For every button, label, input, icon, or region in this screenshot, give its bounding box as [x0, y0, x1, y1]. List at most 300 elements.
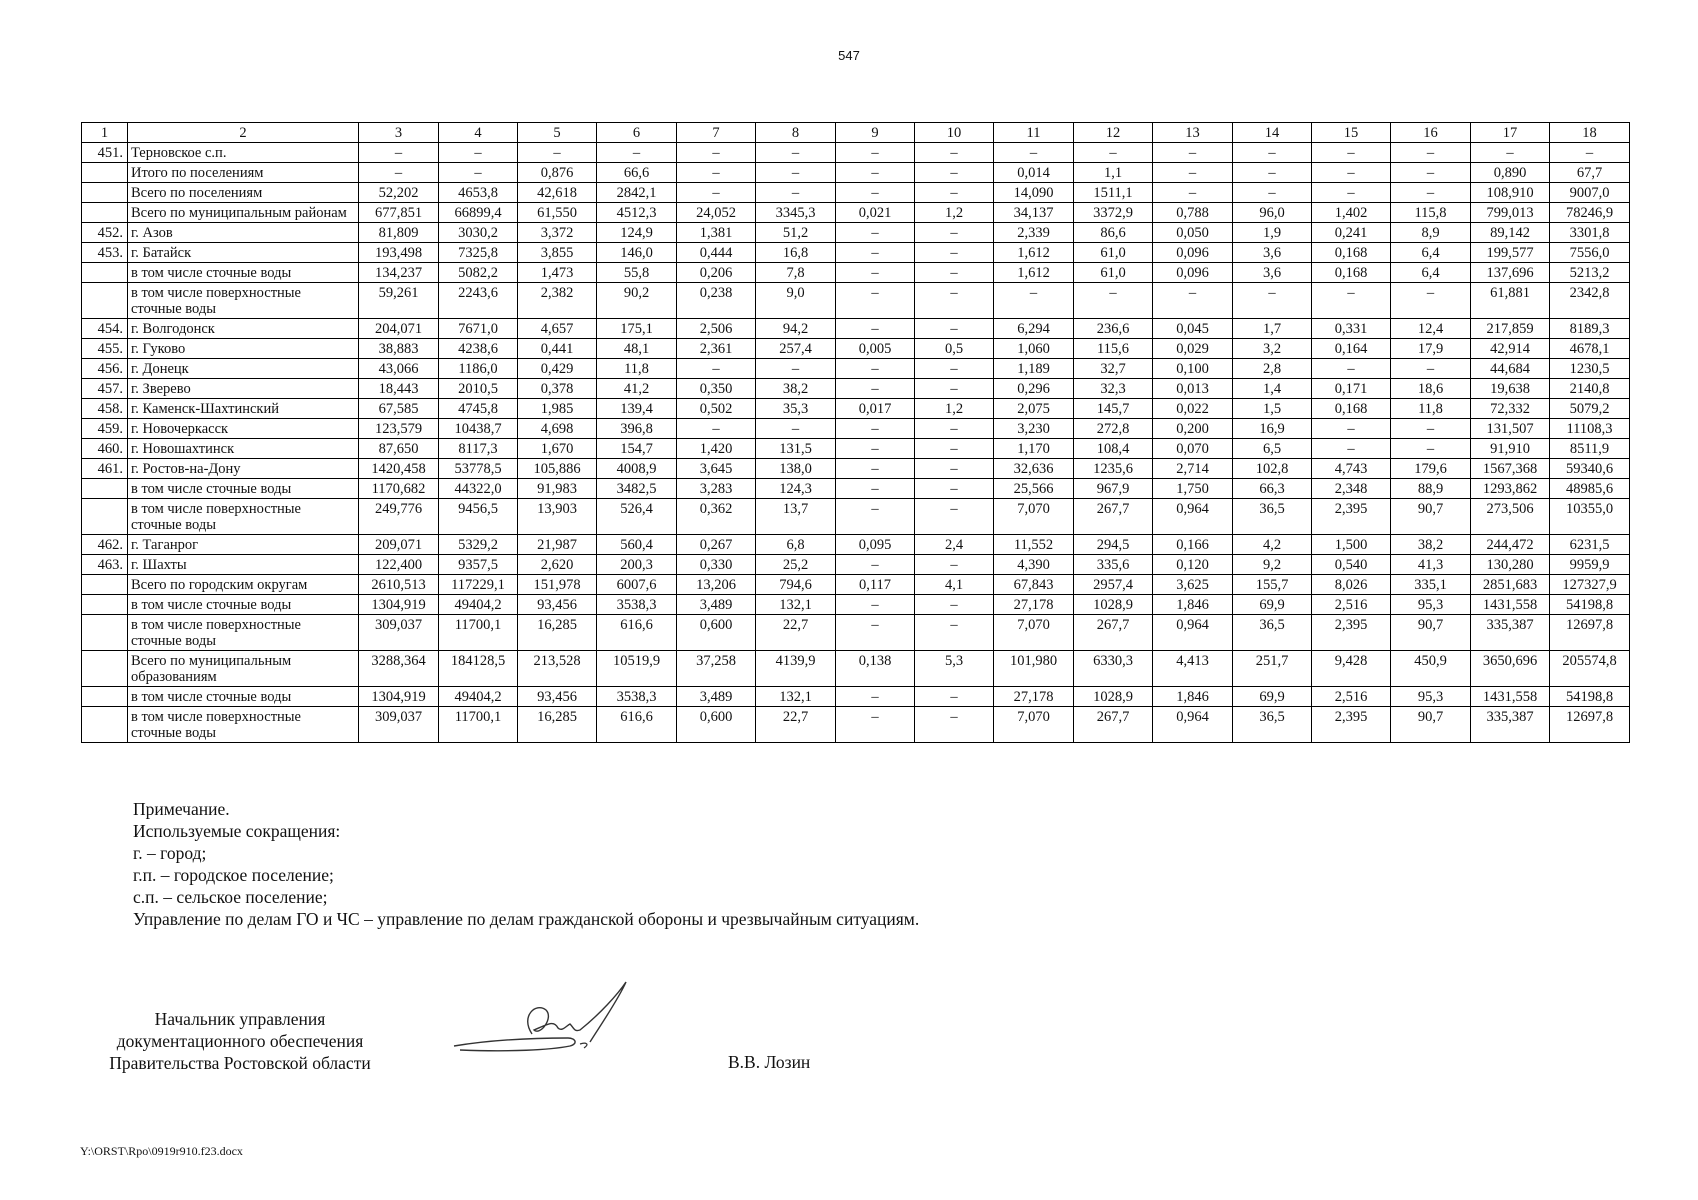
table-body: [82, 123, 1630, 743]
table-header-row: [82, 123, 1630, 143]
value-cell: 1170,682: [359, 479, 439, 499]
value-cell: –: [1312, 143, 1391, 163]
table-row: [82, 183, 1630, 203]
value-cell: –: [915, 359, 994, 379]
value-cell: 10355,0: [1550, 499, 1630, 535]
value-cell: –: [518, 143, 597, 163]
value-cell: 0,120: [1153, 555, 1233, 575]
value-cell: 2,395: [1312, 615, 1391, 651]
value-cell: 11,552: [994, 535, 1074, 555]
value-cell: 67,585: [359, 399, 439, 419]
value-cell: 209,071: [359, 535, 439, 555]
value-cell: 0,600: [677, 615, 756, 651]
value-cell: 61,550: [518, 203, 597, 223]
row-number-cell: [82, 203, 128, 223]
value-cell: 273,506: [1471, 499, 1550, 535]
value-cell: –: [677, 183, 756, 203]
value-cell: 335,6: [1074, 555, 1153, 575]
value-cell: 0,171: [1312, 379, 1391, 399]
value-cell: 61,881: [1471, 283, 1550, 319]
row-number-cell: 457.: [82, 379, 128, 399]
value-cell: 1235,6: [1074, 459, 1153, 479]
value-cell: 0,5: [915, 339, 994, 359]
value-cell: 34,137: [994, 203, 1074, 223]
table-row: [82, 319, 1630, 339]
value-cell: 11700,1: [439, 707, 518, 743]
value-cell: 1,1: [1074, 163, 1153, 183]
value-cell: 4,743: [1312, 459, 1391, 479]
note-abbreviation: Управление по делам ГО и ЧС – управление по делам гражданской обороны и чрезвычайным ситуациям.: [133, 909, 920, 929]
value-cell: 309,037: [359, 615, 439, 651]
value-cell: 4008,9: [597, 459, 677, 479]
value-cell: 200,3: [597, 555, 677, 575]
signer-position-line: Начальник управления: [154, 1009, 326, 1029]
value-cell: 5213,2: [1550, 263, 1630, 283]
value-cell: 1,402: [1312, 203, 1391, 223]
row-number-cell: [82, 687, 128, 707]
value-cell: 90,7: [1391, 499, 1471, 535]
row-number-cell: [82, 499, 128, 535]
value-cell: –: [1233, 283, 1312, 319]
note-title: Примечание.: [133, 799, 230, 819]
table-row: [82, 263, 1630, 283]
value-cell: 1,846: [1153, 687, 1233, 707]
value-cell: 7556,0: [1550, 243, 1630, 263]
value-cell: 2,075: [994, 399, 1074, 419]
value-cell: –: [1391, 143, 1471, 163]
note-abbreviations-heading: Используемые сокращения:: [133, 821, 341, 841]
value-cell: 0,267: [677, 535, 756, 555]
value-cell: 294,5: [1074, 535, 1153, 555]
value-cell: –: [1233, 163, 1312, 183]
row-label-cell: Всего по поселениям: [128, 183, 359, 203]
value-cell: 2610,513: [359, 575, 439, 595]
value-cell: 0,540: [1312, 555, 1391, 575]
value-cell: 16,285: [518, 707, 597, 743]
value-cell: 184128,5: [439, 651, 518, 687]
value-cell: 61,0: [1074, 263, 1153, 283]
value-cell: 677,851: [359, 203, 439, 223]
value-cell: 3,230: [994, 419, 1074, 439]
row-label-cell: г. Ростов-на-Дону: [128, 459, 359, 479]
value-cell: 0,022: [1153, 399, 1233, 419]
value-cell: 616,6: [597, 615, 677, 651]
row-number-cell: 456.: [82, 359, 128, 379]
value-cell: 88,9: [1391, 479, 1471, 499]
value-cell: 3,283: [677, 479, 756, 499]
value-cell: –: [836, 243, 915, 263]
value-cell: 2342,8: [1550, 283, 1630, 319]
value-cell: –: [915, 163, 994, 183]
value-cell: 1028,9: [1074, 687, 1153, 707]
row-label-cell: г. Батайск: [128, 243, 359, 263]
value-cell: 6,294: [994, 319, 1074, 339]
value-cell: 108,910: [1471, 183, 1550, 203]
row-label-cell: Всего по муниципальным образованиям: [128, 651, 359, 687]
value-cell: –: [915, 707, 994, 743]
value-cell: 3372,9: [1074, 203, 1153, 223]
value-cell: 48,1: [597, 339, 677, 359]
value-cell: 55,8: [597, 263, 677, 283]
column-header-5: 5: [518, 123, 597, 143]
value-cell: –: [359, 143, 439, 163]
value-cell: 0,014: [994, 163, 1074, 183]
value-cell: 89,142: [1471, 223, 1550, 243]
value-cell: –: [1312, 283, 1391, 319]
row-label-cell: г. Зверево: [128, 379, 359, 399]
row-label-cell: в том числе поверхностные сточные воды: [128, 499, 359, 535]
value-cell: 27,178: [994, 687, 1074, 707]
value-cell: 3030,2: [439, 223, 518, 243]
row-label-cell: в том числе поверхностные сточные воды: [128, 615, 359, 651]
value-cell: –: [1074, 283, 1153, 319]
value-cell: 0,050: [1153, 223, 1233, 243]
value-cell: 12697,8: [1550, 707, 1630, 743]
value-cell: 4653,8: [439, 183, 518, 203]
value-cell: 6007,6: [597, 575, 677, 595]
value-cell: 69,9: [1233, 687, 1312, 707]
value-cell: –: [915, 459, 994, 479]
value-cell: –: [836, 707, 915, 743]
value-cell: –: [915, 499, 994, 535]
value-cell: 9959,9: [1550, 555, 1630, 575]
row-number-cell: [82, 283, 128, 319]
value-cell: 123,579: [359, 419, 439, 439]
value-cell: –: [915, 439, 994, 459]
value-cell: 0,029: [1153, 339, 1233, 359]
value-cell: 1,7: [1233, 319, 1312, 339]
row-label-cell: г. Новошахтинск: [128, 439, 359, 459]
value-cell: 236,6: [1074, 319, 1153, 339]
row-label-cell: в том числе поверхностные сточные воды: [128, 707, 359, 743]
value-cell: –: [1153, 283, 1233, 319]
value-cell: 2,4: [915, 535, 994, 555]
column-header-4: 4: [439, 123, 518, 143]
column-header-7: 7: [677, 123, 756, 143]
value-cell: 1,985: [518, 399, 597, 419]
value-cell: 3,489: [677, 687, 756, 707]
value-cell: 2957,4: [1074, 575, 1153, 595]
value-cell: 396,8: [597, 419, 677, 439]
row-number-cell: [82, 651, 128, 687]
value-cell: –: [756, 143, 836, 163]
value-cell: 86,6: [1074, 223, 1153, 243]
value-cell: 179,6: [1391, 459, 1471, 479]
value-cell: 0,429: [518, 359, 597, 379]
value-cell: –: [677, 163, 756, 183]
table-row: [82, 499, 1630, 535]
value-cell: 90,7: [1391, 615, 1471, 651]
value-cell: 0,166: [1153, 535, 1233, 555]
value-cell: 267,7: [1074, 615, 1153, 651]
row-label-cell: Всего по городским округам: [128, 575, 359, 595]
row-number-cell: 462.: [82, 535, 128, 555]
table-row: [82, 203, 1630, 223]
value-cell: –: [994, 143, 1074, 163]
table-row: [82, 459, 1630, 479]
value-cell: 3538,3: [597, 595, 677, 615]
value-cell: 257,4: [756, 339, 836, 359]
value-cell: 2243,6: [439, 283, 518, 319]
value-cell: 52,202: [359, 183, 439, 203]
value-cell: 1431,558: [1471, 687, 1550, 707]
value-cell: 1,2: [915, 399, 994, 419]
value-cell: 154,7: [597, 439, 677, 459]
value-cell: 49404,2: [439, 687, 518, 707]
value-cell: 3,6: [1233, 263, 1312, 283]
table-row: [82, 615, 1630, 651]
column-header-17: 17: [1471, 123, 1550, 143]
value-cell: 2,516: [1312, 595, 1391, 615]
value-cell: 2,361: [677, 339, 756, 359]
value-cell: 44,684: [1471, 359, 1550, 379]
value-cell: 3538,3: [597, 687, 677, 707]
table-row: [82, 535, 1630, 555]
value-cell: 0,378: [518, 379, 597, 399]
value-cell: 1,500: [1312, 535, 1391, 555]
row-number-cell: [82, 479, 128, 499]
row-number-cell: 459.: [82, 419, 128, 439]
value-cell: –: [1391, 283, 1471, 319]
value-cell: 1230,5: [1550, 359, 1630, 379]
value-cell: 0,788: [1153, 203, 1233, 223]
value-cell: 1,846: [1153, 595, 1233, 615]
value-cell: 130,280: [1471, 555, 1550, 575]
value-cell: –: [915, 379, 994, 399]
column-header-2: 2: [128, 123, 359, 143]
value-cell: 1,4: [1233, 379, 1312, 399]
value-cell: –: [836, 595, 915, 615]
value-cell: 309,037: [359, 707, 439, 743]
value-cell: 213,528: [518, 651, 597, 687]
value-cell: 12,4: [1391, 319, 1471, 339]
table-row: [82, 595, 1630, 615]
value-cell: 22,7: [756, 615, 836, 651]
value-cell: 2010,5: [439, 379, 518, 399]
value-cell: 54198,8: [1550, 595, 1630, 615]
value-cell: 131,507: [1471, 419, 1550, 439]
value-cell: 124,3: [756, 479, 836, 499]
value-cell: 1,381: [677, 223, 756, 243]
value-cell: 251,7: [1233, 651, 1312, 687]
value-cell: 0,138: [836, 651, 915, 687]
value-cell: 95,3: [1391, 595, 1471, 615]
value-cell: 132,1: [756, 687, 836, 707]
value-cell: –: [756, 359, 836, 379]
value-cell: 13,903: [518, 499, 597, 535]
value-cell: –: [1391, 183, 1471, 203]
value-cell: 117229,1: [439, 575, 518, 595]
value-cell: –: [677, 419, 756, 439]
value-cell: –: [836, 459, 915, 479]
value-cell: 1,612: [994, 243, 1074, 263]
value-cell: 560,4: [597, 535, 677, 555]
value-cell: –: [836, 263, 915, 283]
value-cell: 0,964: [1153, 615, 1233, 651]
column-header-16: 16: [1391, 123, 1471, 143]
value-cell: 3,6: [1233, 243, 1312, 263]
value-cell: 267,7: [1074, 499, 1153, 535]
value-cell: –: [836, 687, 915, 707]
row-number-cell: [82, 707, 128, 743]
value-cell: 51,2: [756, 223, 836, 243]
value-cell: 0,241: [1312, 223, 1391, 243]
value-cell: –: [439, 143, 518, 163]
value-cell: 24,052: [677, 203, 756, 223]
value-cell: 54198,8: [1550, 687, 1630, 707]
value-cell: 4,657: [518, 319, 597, 339]
value-cell: 1293,862: [1471, 479, 1550, 499]
value-cell: 0,168: [1312, 263, 1391, 283]
value-cell: –: [915, 595, 994, 615]
value-cell: 2,620: [518, 555, 597, 575]
value-cell: 6231,5: [1550, 535, 1630, 555]
value-cell: 1,060: [994, 339, 1074, 359]
value-cell: 96,0: [1233, 203, 1312, 223]
value-cell: 9,2: [1233, 555, 1312, 575]
value-cell: 16,285: [518, 615, 597, 651]
value-cell: 91,983: [518, 479, 597, 499]
value-cell: 19,638: [1471, 379, 1550, 399]
note-abbreviation: г. – город;: [133, 843, 207, 863]
note-abbreviation: с.п. – сельское поселение;: [133, 887, 328, 907]
value-cell: 267,7: [1074, 707, 1153, 743]
row-number-cell: [82, 263, 128, 283]
value-cell: 9,428: [1312, 651, 1391, 687]
value-cell: 91,910: [1471, 439, 1550, 459]
value-cell: –: [836, 143, 915, 163]
value-cell: 0,017: [836, 399, 915, 419]
value-cell: 1304,919: [359, 595, 439, 615]
value-cell: 967,9: [1074, 479, 1153, 499]
value-cell: 335,387: [1471, 707, 1550, 743]
page-number: 547: [838, 48, 860, 63]
value-cell: –: [915, 143, 994, 163]
value-cell: –: [836, 163, 915, 183]
value-cell: 794,6: [756, 575, 836, 595]
value-cell: 205574,8: [1550, 651, 1630, 687]
table-row: [82, 223, 1630, 243]
value-cell: 0,296: [994, 379, 1074, 399]
value-cell: 93,456: [518, 687, 597, 707]
row-label-cell: в том числе поверхностные сточные воды: [128, 283, 359, 319]
value-cell: 0,200: [1153, 419, 1233, 439]
value-cell: 799,013: [1471, 203, 1550, 223]
value-cell: 4139,9: [756, 651, 836, 687]
value-cell: 5329,2: [439, 535, 518, 555]
value-cell: 0,206: [677, 263, 756, 283]
value-cell: 526,4: [597, 499, 677, 535]
value-cell: –: [1391, 419, 1471, 439]
value-cell: –: [836, 439, 915, 459]
value-cell: 4,2: [1233, 535, 1312, 555]
value-cell: 37,258: [677, 651, 756, 687]
table-row: [82, 419, 1630, 439]
value-cell: 272,8: [1074, 419, 1153, 439]
value-cell: 3301,8: [1550, 223, 1630, 243]
value-cell: –: [836, 183, 915, 203]
value-cell: 3,625: [1153, 575, 1233, 595]
value-cell: 108,4: [1074, 439, 1153, 459]
value-cell: 5,3: [915, 651, 994, 687]
value-cell: 9357,5: [439, 555, 518, 575]
value-cell: 9007,0: [1550, 183, 1630, 203]
value-cell: 335,1: [1391, 575, 1471, 595]
value-cell: 0,362: [677, 499, 756, 535]
value-cell: 146,0: [597, 243, 677, 263]
value-cell: 0,444: [677, 243, 756, 263]
value-cell: –: [677, 359, 756, 379]
table-row: [82, 163, 1630, 183]
value-cell: –: [836, 499, 915, 535]
value-cell: –: [677, 143, 756, 163]
value-cell: 0,013: [1153, 379, 1233, 399]
value-cell: 32,3: [1074, 379, 1153, 399]
row-number-cell: [82, 183, 128, 203]
value-cell: –: [1074, 143, 1153, 163]
value-cell: 132,1: [756, 595, 836, 615]
value-cell: 87,650: [359, 439, 439, 459]
value-cell: 6,4: [1391, 263, 1471, 283]
value-cell: 1186,0: [439, 359, 518, 379]
value-cell: 0,164: [1312, 339, 1391, 359]
value-cell: 11,8: [1391, 399, 1471, 419]
value-cell: 139,4: [597, 399, 677, 419]
value-cell: –: [1153, 163, 1233, 183]
value-cell: 8,9: [1391, 223, 1471, 243]
value-cell: 2,339: [994, 223, 1074, 243]
value-cell: –: [756, 419, 836, 439]
value-cell: 175,1: [597, 319, 677, 339]
value-cell: 95,3: [1391, 687, 1471, 707]
value-cell: 67,843: [994, 575, 1074, 595]
row-number-cell: [82, 595, 128, 615]
value-cell: 38,2: [1391, 535, 1471, 555]
table-row: [82, 687, 1630, 707]
value-cell: 42,618: [518, 183, 597, 203]
notes-section: [133, 798, 919, 930]
value-cell: –: [836, 615, 915, 651]
value-cell: –: [915, 479, 994, 499]
value-cell: 0,096: [1153, 263, 1233, 283]
value-cell: 5082,2: [439, 263, 518, 283]
value-cell: 1,5: [1233, 399, 1312, 419]
value-cell: 13,7: [756, 499, 836, 535]
value-cell: 16,9: [1233, 419, 1312, 439]
value-cell: 32,7: [1074, 359, 1153, 379]
value-cell: –: [359, 163, 439, 183]
table-row: [82, 339, 1630, 359]
value-cell: 4,413: [1153, 651, 1233, 687]
value-cell: 0,350: [677, 379, 756, 399]
row-number-cell: 463.: [82, 555, 128, 575]
table-row: [82, 243, 1630, 263]
value-cell: 0,890: [1471, 163, 1550, 183]
value-cell: 2,714: [1153, 459, 1233, 479]
value-cell: 9456,5: [439, 499, 518, 535]
value-cell: –: [1550, 143, 1630, 163]
value-cell: 10519,9: [597, 651, 677, 687]
row-number-cell: 460.: [82, 439, 128, 459]
table-row: [82, 283, 1630, 319]
value-cell: 10438,7: [439, 419, 518, 439]
value-cell: –: [1153, 183, 1233, 203]
value-cell: 11,8: [597, 359, 677, 379]
value-cell: 2,395: [1312, 499, 1391, 535]
value-cell: 36,5: [1233, 707, 1312, 743]
value-cell: –: [756, 163, 836, 183]
signer-position-line: Правительства Ростовской области: [109, 1053, 371, 1073]
